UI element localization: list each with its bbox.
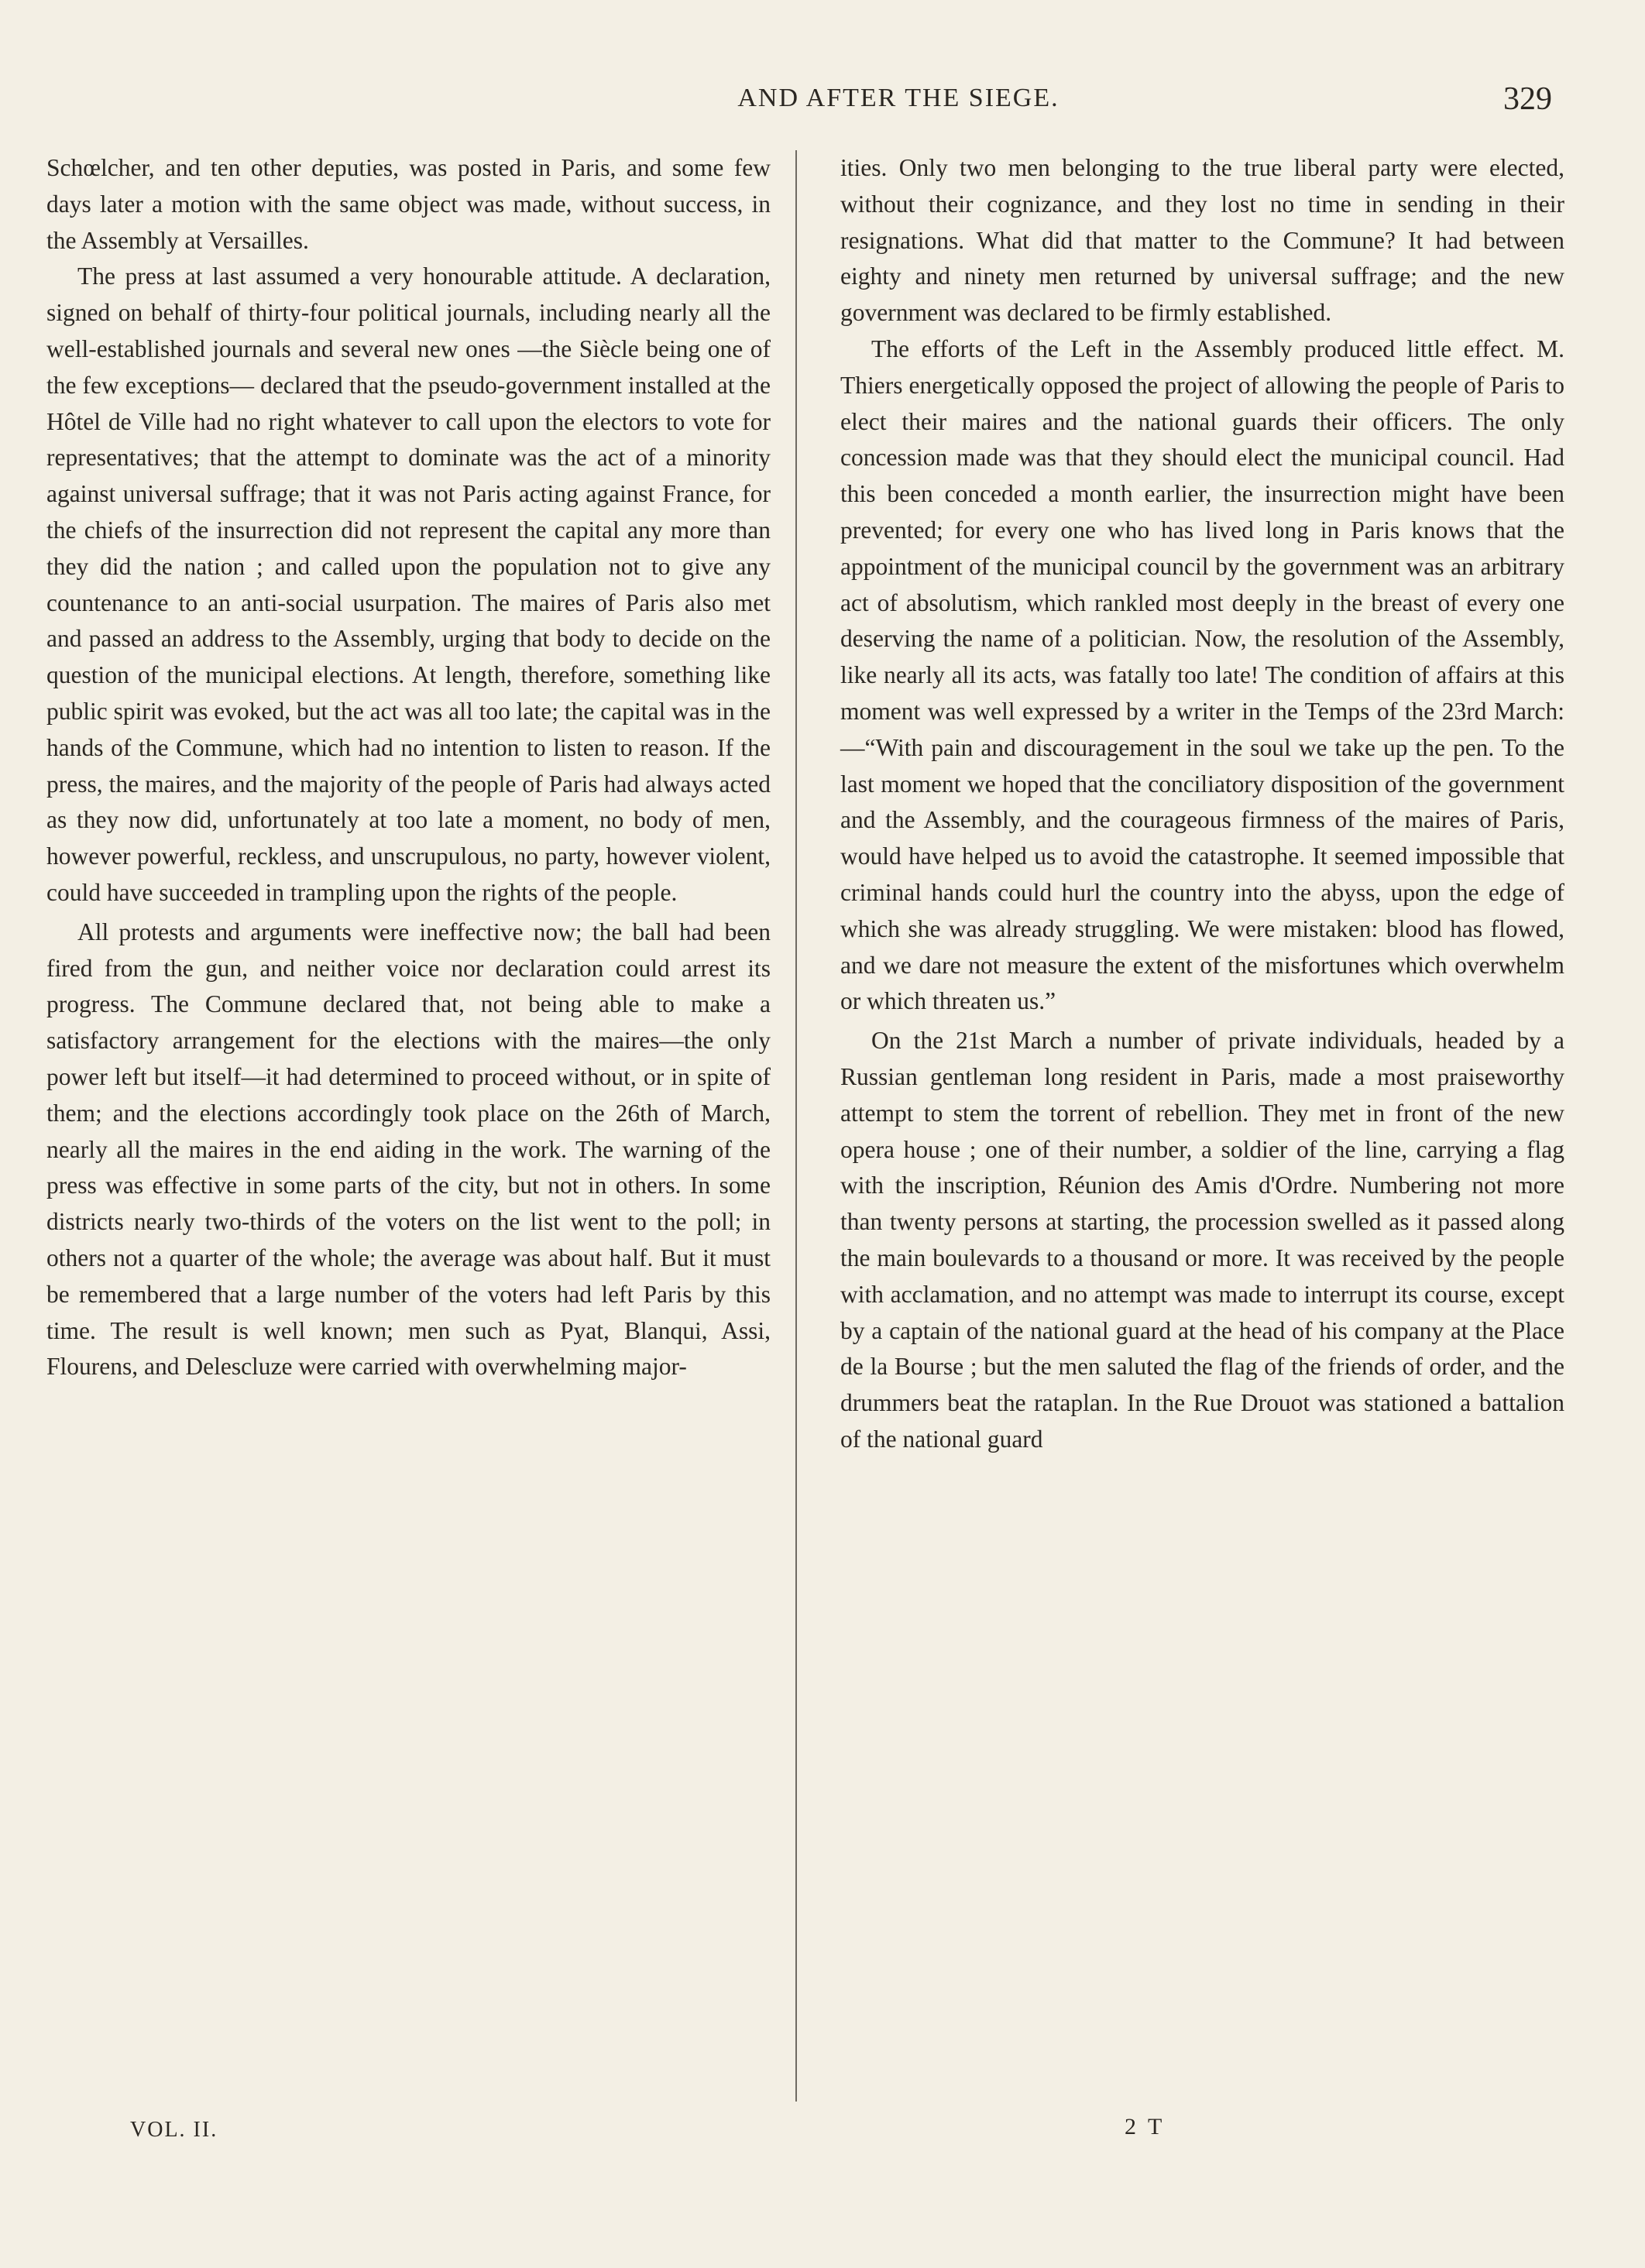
signature-mark: 2 T <box>1125 2114 1166 2139</box>
right-column <box>840 150 1564 1458</box>
page-header <box>46 81 1599 130</box>
paragraph: On the 21st March a number of private individuals, headed by a Russian gentleman long resident in Paris, made a most praiseworthy attempt to stem the torrent of rebellion. They met in front of the new opera house ; one of their number, a soldier of the line, carrying a flag with the inscription, Réunion des Amis d'Ordre. Numbering not more than twenty persons at starting, the procession swelled as it passed along the main boulevards to a thousand or more. It was received by the people with acclamation, and no attempt was made to interrupt its course, except by a captain of the national guard at the head of his company at the Place de la Bourse ; but the men saluted the flag of the friends of order, and the drummers beat the rataplan. In the Rue Drouot was stationed a battalion of the national guard <box>840 1027 1564 1453</box>
volume-label: VOL. II. <box>130 2118 218 2142</box>
running-title: AND AFTER THE SIEGE. <box>737 84 1059 112</box>
page-number: 329 <box>1503 81 1552 117</box>
left-column <box>46 150 771 1385</box>
paragraph: Schœlcher, and ten other deputies, was posted in Paris, and some few days later a motion with the same object was made, without success, in the Assembly at Versailles. <box>46 154 771 254</box>
paragraph: The efforts of the Left in the Assembly produced little effect. M. Thiers energetically opposed the project of allowing the people of Paris to elect their maires and the national guards their officers. The only concession made was that they should elect the municipal council. Had this been conceded a month earlier, the insurrection might have been prevented; for every one who has lived long in Paris knows that the appointment of the municipal council by the government was an arbitrary act of absolutism, which rankled most deeply in the breast of every one deserving the name of a politician. Now, the resolution of the Assembly, like nearly all its acts, was fatally too late! The condition of affairs at this moment was well expressed by a writer in the Temps of the 23rd March:—“With pain and discouragement in the soul we take up the pen. To the last moment we hoped that the conciliatory disposition of the government and the Assembly, and the courageous firmness of the maires of Paris, would have helped us to avoid the catastrophe. It seemed impossible that criminal hands could hurl the country into the abyss, upon the edge of which she was already struggling. We were mistaken: blood has flowed, and we dare not measure the extent of the misfortunes which overwhelm or which threaten us.” <box>840 335 1564 1015</box>
paragraph: ities. Only two men belonging to the true liberal party were elected, without their cognizance, and they lost no time in sending in their resignations. What did that matter to the Commune? It had between eighty and ninety men returned by universal suffrage; and the new government was declared to be firmly established. <box>840 154 1564 327</box>
paragraph: The press at last assumed a very honourable attitude. A declaration, signed on behalf of thirty-four political journals, including nearly all the well-established journals and several new ones —the Siècle being one of the few exceptions— declared that the pseudo-government installed at the Hôtel de Ville had no right whatever to call upon the electors to vote for representatives; that the attempt to dominate was the act of a minority against universal suffrage; that it was not Paris acting against France, for the chiefs of the insurrection did not represent the capital any more than they did the nation ; and called upon the population not to give any countenance to an anti-social usurpation. The maires of Paris also met and passed an address to the Assembly, urging that body to decide on the question of the municipal elections. At length, therefore, something like public spirit was evoked, but the act was all too late; the capital was in the hands of the Commune, which had no intention to listen to reason. If the press, the maires, and the majority of the people of Paris had always acted as they now did, unfortunately at too late a moment, no body of men, however powerful, reckless, and unscrupulous, no party, however violent, could have succeeded in trampling upon the rights of the people. <box>46 262 771 906</box>
column-divider <box>795 150 797 2102</box>
paragraph: All protests and arguments were ineffective now; the ball had been fired from the gun, and neither voice nor declaration could arrest its progress. The Commune declared that, not being able to make a satisfactory arrangement for the elections with the maires—the only power left but itself—it had determined to proceed without, or in spite of them; and the elections accordingly took place on the 26th of March, nearly all the maires in the end aiding in the work. The warning of the press was effective in some parts of the city, but not in others. In some districts nearly two-thirds of the voters on the list went to the poll; in others not a quarter of the whole; the average was about half. But it must be remembered that a large number of the voters had left Paris by this time. The result is well known; men such as Pyat, Blanqui, Assi, Flourens, and Delescluze were carried with overwhelming major- <box>46 918 771 1381</box>
